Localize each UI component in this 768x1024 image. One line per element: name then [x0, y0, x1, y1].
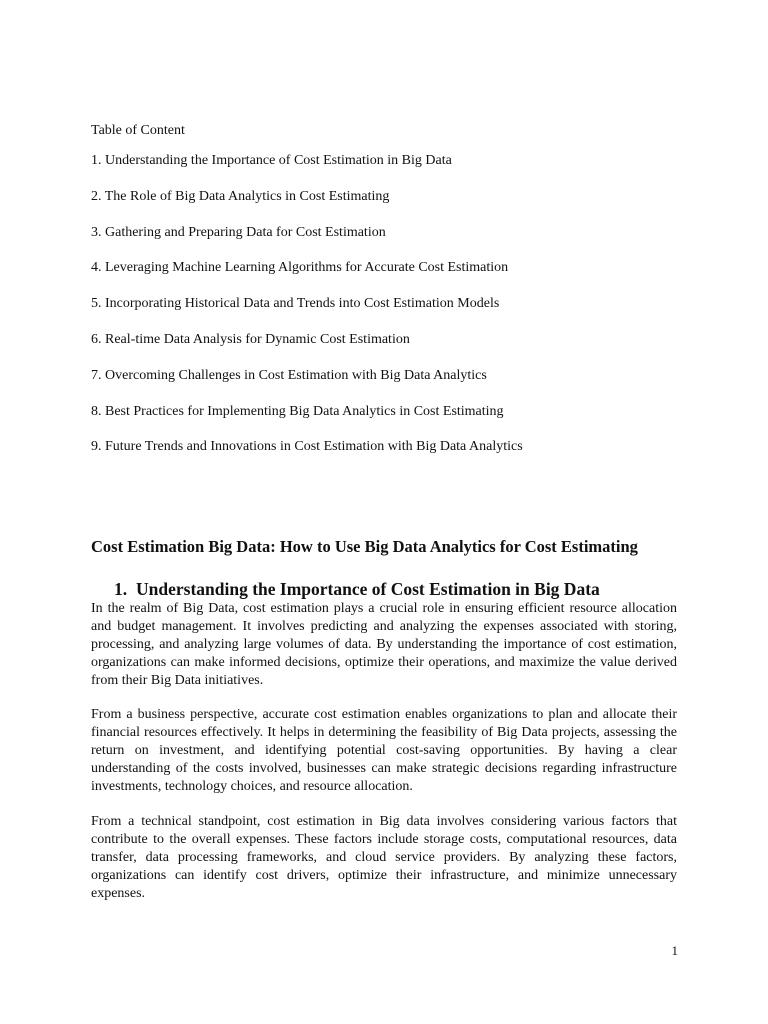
toc-item: 3. Gathering and Preparing Data for Cost Estimation	[91, 224, 386, 240]
section-number: 1.	[114, 579, 128, 599]
body-paragraph: In the realm of Big Data, cost estimation plays a crucial role in ensuring efficient resource allocation and budget management. It involves predicting and analyzing the expenses associated with storing, processing, and analyzing large volumes of data. By understanding the importance of cost estimation, organizations can make informed decisions, optimize their operations, and maximize the value derived from their Big Data initiatives.	[91, 601, 677, 688]
section-heading-text: Understanding the Importance of Cost Estimation in Big Data	[136, 579, 600, 599]
page-number: 1	[671, 943, 678, 958]
section-heading	[114, 578, 600, 600]
table-of-contents	[91, 152, 523, 474]
toc-heading: Table of Content	[91, 123, 185, 138]
toc-item: 9. Future Trends and Innovations in Cost Estimation with Big Data Analytics	[91, 439, 523, 455]
toc-item: 8. Best Practices for Implementing Big Data Analytics in Cost Estimating	[91, 403, 504, 419]
body-paragraph: From a business perspective, accurate cost estimation enables organizations to plan and allocate their financial resources effectively. It helps in determining the feasibility of Big Data projects, assessing the return on investment, and identifying potential cost-saving opportunities. By having a clear understanding of the costs involved, businesses can make strategic decisions regarding infrastructure investments, technology choices, and resource allocation.	[91, 707, 677, 794]
toc-item: 6. Real-time Data Analysis for Dynamic Cost Estimation	[91, 331, 410, 347]
document-title: Cost Estimation Big Data: How to Use Big Data Analytics for Cost Estimating	[91, 537, 638, 556]
toc-item: 5. Incorporating Historical Data and Trends into Cost Estimation Models	[91, 296, 500, 312]
toc-item: 2. The Role of Big Data Analytics in Cost Estimating	[91, 188, 390, 204]
toc-item: 4. Leveraging Machine Learning Algorithms for Accurate Cost Estimation	[91, 260, 509, 276]
toc-item: 7. Overcoming Challenges in Cost Estimation with Big Data Analytics	[91, 367, 487, 383]
body-paragraph: From a technical standpoint, cost estimation in Big data involves considering various factors that contribute to the overall expenses. These factors include storage costs, computational resources, data transfer, data processing frameworks, and cloud service providers. By analyzing these factors, organizations can identify cost drivers, optimize their infrastructure, and minimize unnecessary expenses.	[91, 814, 677, 901]
toc-item: 1. Understanding the Importance of Cost Estimation in Big Data	[91, 153, 452, 168]
